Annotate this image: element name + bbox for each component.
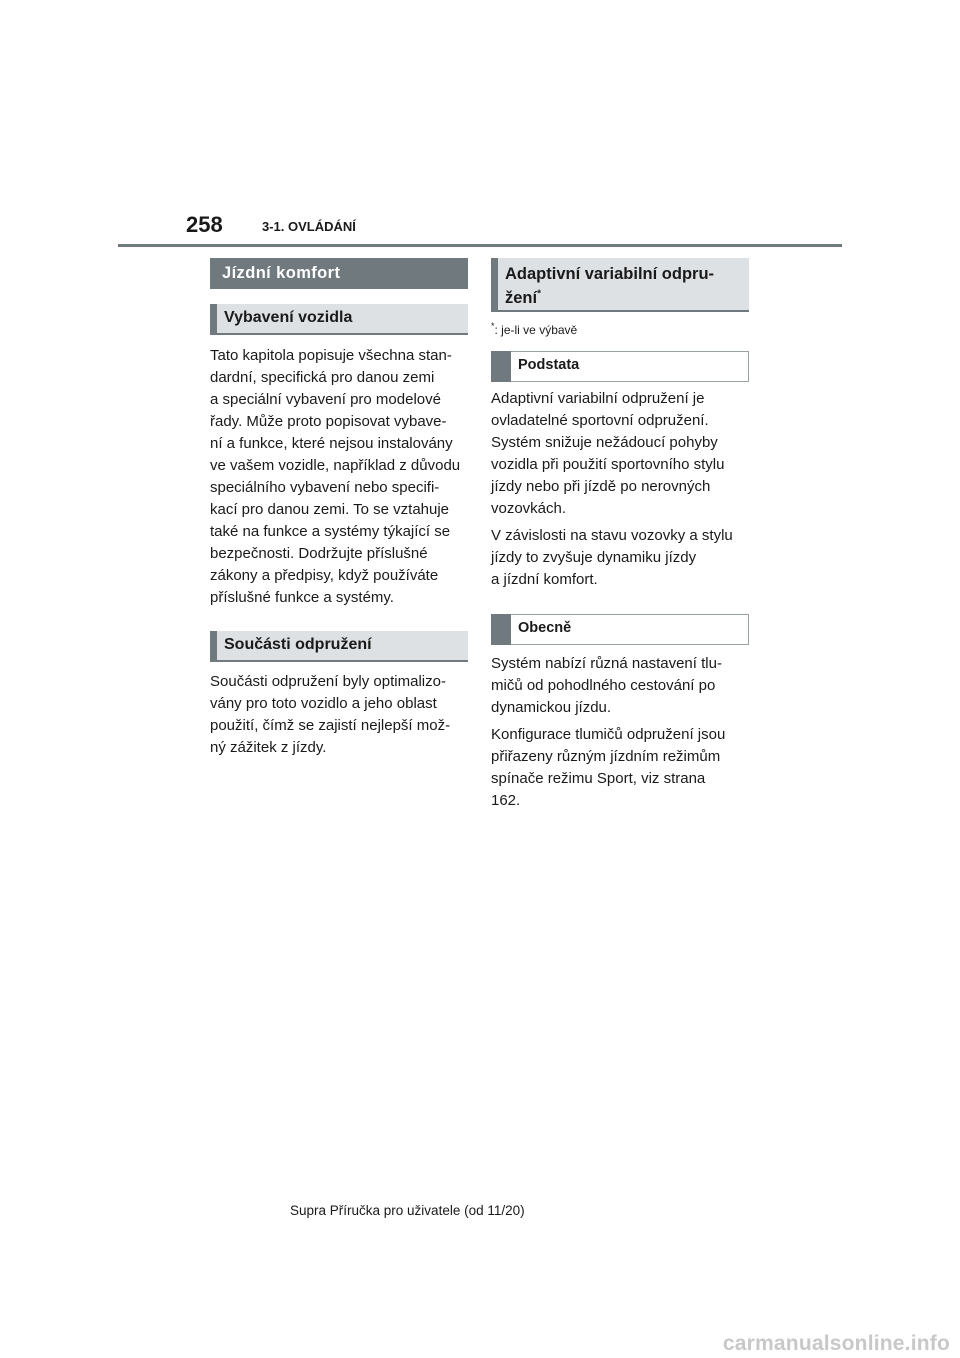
- right-column: [491, 258, 749, 812]
- text-line: Systém snižuje nežádoucí pohyby: [491, 434, 718, 451]
- text-line: zákony a předpisy, když používáte: [210, 567, 439, 584]
- text-line: příslušné funkce a systémy.: [210, 589, 394, 606]
- text-line: vány pro toto vozidlo a jeho oblast: [210, 695, 437, 712]
- text-line: speciálního vybavení nebo specifi-: [210, 479, 440, 496]
- text-line: bezpečnosti. Dodržujte příslušné: [210, 545, 428, 562]
- left-column: [210, 258, 468, 759]
- text-line: dardní, specifická pro danou zemi: [210, 369, 435, 386]
- paragraph-essence-2: [491, 525, 749, 591]
- text-line: vozovkách.: [491, 500, 567, 517]
- footer-manual-title: Supra Příručka pro uživatele (od 11/20): [290, 1203, 525, 1218]
- text-line: Systém nabízí různá nastavení tlu-: [491, 655, 722, 672]
- paragraph-suspension-components: [210, 671, 468, 759]
- text-line: jízdy to zvyšuje dynamiku jízdy: [491, 549, 697, 566]
- text-line: Adaptivní variabilní odpružení je: [491, 390, 705, 407]
- text-line: spínače režimu Sport, viz strana: [491, 770, 706, 787]
- text-line: jízdy nebo při jízdě po nerovných: [491, 478, 711, 495]
- footnote-mark: *: [491, 321, 495, 331]
- text-line: mičů od pohodlného cestování po: [491, 677, 716, 694]
- footnote-text: : je-li ve výbavě: [494, 323, 578, 337]
- box-heading-general: Obecně: [491, 614, 749, 645]
- text-line: vozidla při použití sportovního stylu: [491, 456, 725, 473]
- text-line: také na funkce a systémy týkající se: [210, 523, 451, 540]
- text-line: Tato kapitola popisuje všechna stan-: [210, 347, 452, 364]
- page-number: 258: [186, 212, 223, 237]
- text-line: ný zážitek z jízdy.: [210, 739, 327, 756]
- text-line: 162.: [491, 792, 521, 809]
- footnote: [491, 318, 749, 338]
- section-heading-ride-comfort: Jízdní komfort: [210, 258, 468, 289]
- asterisk-mark: *: [537, 288, 541, 300]
- watermark: carmanualsonline.info: [722, 1332, 950, 1355]
- header-divider: [118, 244, 842, 247]
- text-line: použití, čímž se zajistí nejlepší mož-: [210, 717, 451, 734]
- chapter-title: 3-1. OVLÁDÁNÍ: [262, 219, 356, 234]
- text-line: dynamickou jízdu.: [491, 699, 612, 716]
- paragraph-vehicle-equipment: [210, 345, 468, 609]
- paragraph-general-2: [491, 724, 749, 812]
- subheading-vehicle-equipment: Vybavení vozidla: [210, 304, 468, 335]
- text-line: řady. Může proto popisovat vybave-: [210, 413, 447, 430]
- text-line: Konfigurace tlumičů odpružení jsou: [491, 726, 726, 743]
- heading-line: Adaptivní variabilní odpru-: [505, 265, 715, 283]
- text-line: ní a funkce, které nejsou instalovány: [210, 435, 453, 452]
- section-heading-adaptive-suspension: [491, 258, 749, 312]
- text-line: kací pro danou zemi. To se vztahuje: [210, 501, 450, 518]
- text-line: ve vašem vozidle, například z důvodu: [210, 457, 461, 474]
- paragraph-essence-1: [491, 388, 749, 520]
- text-line: přiřazeny různým jízdním režimům: [491, 748, 721, 765]
- text-line: Součásti odpružení byly optimalizo-: [210, 673, 446, 690]
- subheading-suspension-components: Součásti odpružení: [210, 631, 468, 662]
- text-line: a jízdní komfort.: [491, 571, 598, 588]
- text-line: V závislosti na stavu vozovky a stylu: [491, 527, 733, 544]
- paragraph-general-1: [491, 653, 749, 719]
- box-heading-essence: Podstata: [491, 351, 749, 382]
- text-line: ovladatelné sportovní odpružení.: [491, 412, 709, 429]
- heading-line: žení: [505, 289, 538, 307]
- text-line: a speciální vybavení pro modelové: [210, 391, 441, 408]
